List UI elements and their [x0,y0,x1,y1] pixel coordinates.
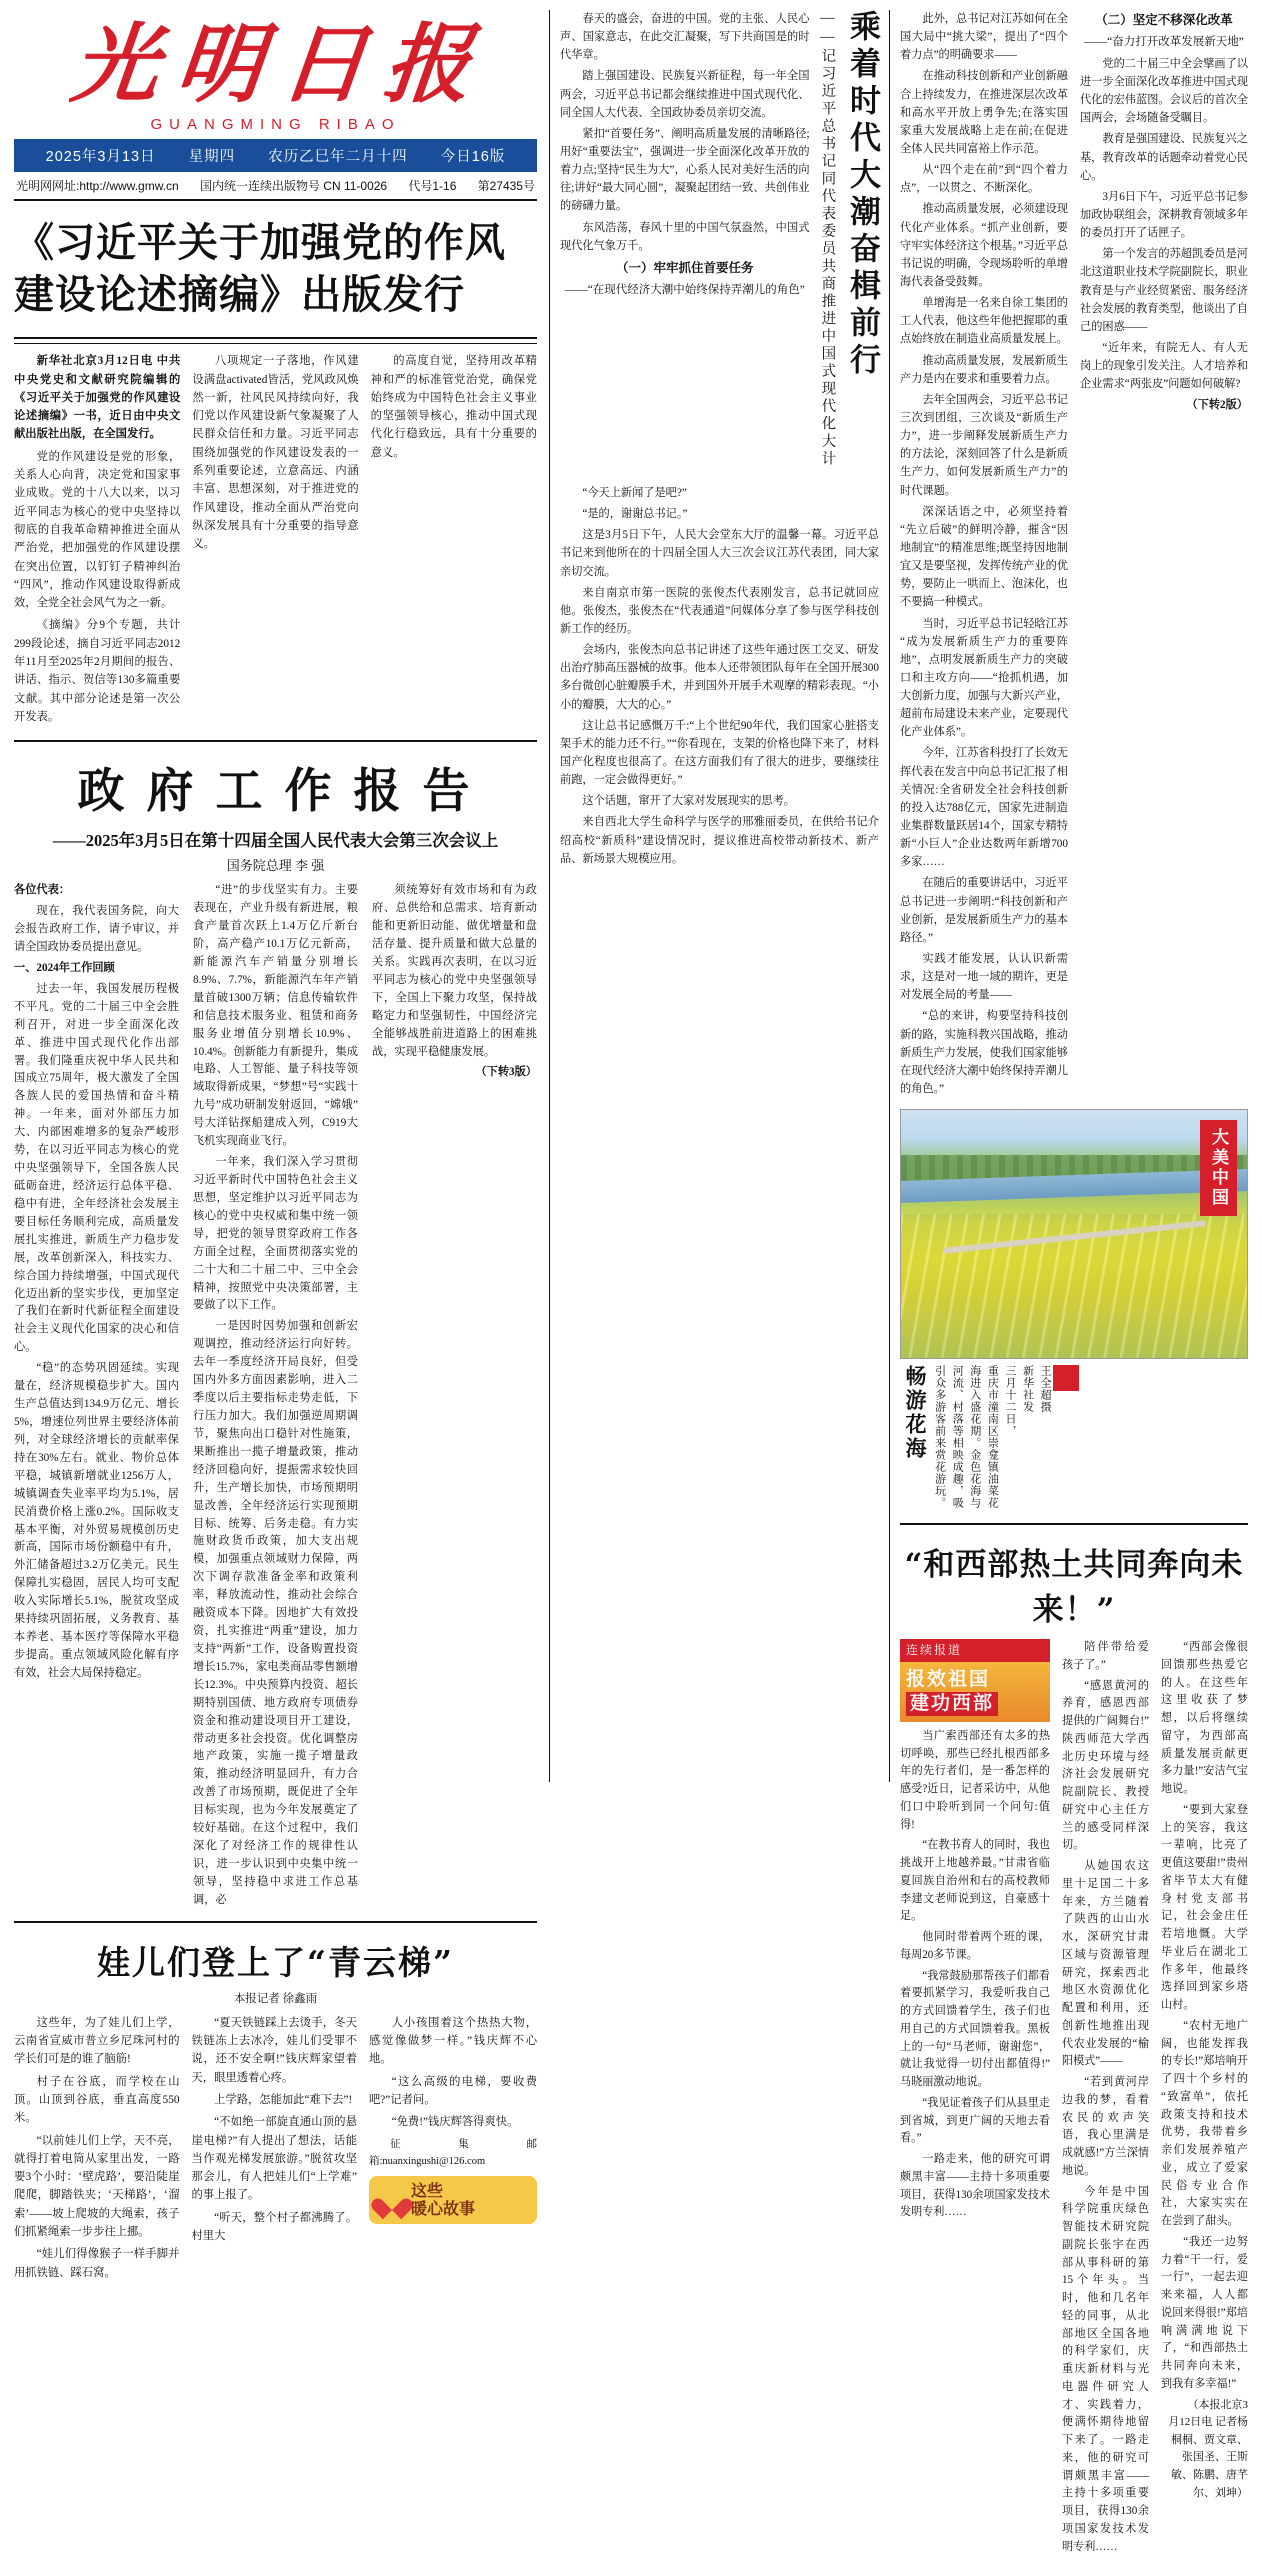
gov-report-col1 [14,882,179,1913]
paragraph: 东风浩荡，春风十里的中国气氛盎然，中国式现代化气象万千。 [560,221,810,252]
west-article-title: “和西部热土共同奔向未来！” [904,1547,1244,1629]
continuation-note: （下转2版） [1186,399,1248,412]
heart-icon [379,2188,405,2212]
paragraph: 去年全国两会，习近平总书记三次到团组，三次谈及“新质生产力”，进一步阐释发展新质生产力的方法论，深刻回答了什么是新质生产力、如何发展新质生产力”的时代课题。 [900,393,1068,497]
gov-report-col2 [193,882,358,1913]
paragraph: 的高度自觉，坚持用改革精神和严的标准管党治党，确保党始终成为中国特色社会主义事业的坚强领导核心，推动中国式现代化行稳致远，具有十分重要的意义。 [370,355,537,459]
paragraph: 一路走来，他的研究可谓颇黑丰富——主持十多项重要项目，获得130余项国家发技术发明专利…… [900,2153,1050,2219]
west-article-body [900,1639,1248,2559]
continuation-note: （下转3版） [475,1066,537,1079]
feature-section2-subtitle: ——“奋力打开改革发展新天地” [1084,36,1244,49]
paragraph: 今年是中国科学院重庆绿色智能技术研究院副院长张宇在西部从事科研的第15个年头。当时，他和几名年轻的同事，从北部地区全国各地的科学家们，庆重庆新材料与光电器件研究人才、实践着力，便满怀期待地留下来了。一路走来，他的研究可谓颇黑丰富——主持十多项重要项目，获得130余项国家发技术发明专利…… [1062,2185,1149,2553]
paragraph: 来自南京市第一医院的张俊杰代表刚发言，总书记就回应他。张俊杰，张俊杰在“代表通道”问媒体分享了参与医学科技创新工作的经历。 [560,586,879,635]
feature-section1-subtitle: ——“在现代经济大潮中始终保持弄潮儿的角色” [564,284,805,297]
paragraph: “我还一边努力着“干一行，爱一行”，一起去迎来来福，人人都说回来得很!”郑培响满满地说下了，“和西部热土共同奔向未来，到我有多幸福!” [1161,2235,1248,2390]
paragraph: “不如绝一部旋直通山顶的悬崖电梯?”有人提出了想法，话能当作观光梯发展旅游。”脱贫攻坚那会儿，有人把娃儿们“上学难”的事上报了。 [191,2116,357,2202]
paragraph: “农村无地广阔，也能发挥我的专长!”郑培响开了四十个乡村的“致富单”，依托政策支持和技术优势，我带着乡亲们发展养殖产业，成立了爱家民俗专业合作社，大家实实在在尝到了甜头。 [1161,2019,1248,2228]
gov-report-subtitle: ——2025年3月5日在第十四届全国人民代表大会第三次会议上 [52,831,499,851]
serial-report-label: 连续报道 [900,1639,1050,1662]
paragraph: 在推动科技创新和产业创新融合上持续发力，在推进深层次改革和高水平开放上勇争先;在落实国家重大发展战略上走在前;在促进全体人民共同富裕上作示范。 [900,70,1068,155]
paragraph: 现在，我代表国务院，向大会报告政府工作，请予审议，并请全国政协委员提出意见。 [14,905,179,953]
article-xi-body [14,352,537,730]
page-columns [14,10,1248,2553]
warm-story-line1: 这些 [411,2180,444,2200]
middle-column [550,10,890,1782]
feature-col4 [1080,10,1248,1101]
paragraph: 《摘编》分9个专题，共计299段论述，摘自习近平同志2012年11月至2025年2月期间的报告、讲话、指示、贺信等130多篇重要文献。其中部分论述是第一次公开发表。 [14,619,181,723]
article-xi-headline-line1: 《习近平关于加强党的作风 [14,219,506,267]
paragraph: “感恩黄河的养育，感恩西部提供的广阔舞台!”陕西师范大学西北历史环境与经济社会发展研究院副院长、教授研究中心主任方兰的感受同样深切。 [1062,1679,1149,1852]
masthead-number: 第27435号 [477,179,535,194]
paragraph: 在随后的重要讲话中，习近平总书记进一步阐明:“科技创新和产业创新，是发展新质生产力的基本路径。” [900,877,1068,944]
masthead-lunar: 农历乙巳年二月十四 [268,149,408,166]
west-article-credit: （本报北京3月12日电 记者杨桐桐、贾文章、张国圣、王斯敏、陈鹏、唐芊尔、刘坤） [1168,2398,1248,2499]
masthead-date-bar [14,139,537,172]
paragraph: 推动高质量发展，发展新质生产力是内在要求和重要着力点。 [900,354,1068,385]
paragraph: 党的作风建设是党的形象，关系人心向背，决定党和国家事业成败。党的十八大以来，以习近平同志为核心的党中央坚持以彻底的自我革命精神推进全面从严治党，把加强党的作风建设摆在突出位置，以钉钉子精神纠治“四风”，推动作风建设取得新成效，全党全社会风气为之一新。 [14,450,181,610]
paragraph: “免费!”钱庆辉答得爽快。 [391,2116,519,2129]
paragraph: “西部会像很回馈那些热爱它的人。在这些年这里收获了梦想，以后将继续留守，为西部高质量发展贡献更多力量!”安洁气宝地说。 [1161,1641,1248,1796]
paragraph: 教育是强国建设、民族复兴之基，教育改革的话题牵动着党心民心。 [1080,133,1248,182]
photo-credit-agency: 新华社发 [1021,1365,1034,1414]
feature-vertical-subtitle: ——记习近平总书记同代表委员共商推进中国式现代化大计 [819,10,836,468]
warm-story-line2: 暖心故事 [411,2198,476,2218]
paragraph: 上学路，怎能加此“难下去”! [214,2093,353,2106]
paragraph: “要到大家登上的笑容，我这一辈响，比亮了更值这要甜!”贵州省毕节太大有健身村党支部书记，社会金庄任若培地慨。大学毕业后在湖北工作多年，他最终选择回到家乡塔山村。 [1161,1803,1248,2012]
photo-caption-title: 畅游花海 [903,1365,928,1462]
paragraph: 陪伴带给爱孩子了。” [1062,1641,1149,1671]
paragraph: 须统筹好有效市场和有为政府、总供给和总需求、培育新动能和更新旧动能、做优增量和盘活存量、提升质量和做大总量的关系。实践再次表明，在以习近平同志为核心的党中央坚强领导下，全国上下聚力攻坚，保持战略定力和坚强韧性，中国经济完全能够战胜前进道路上的困难挑战，实现平稳健康发展。 [372,884,537,1058]
masthead-code: 代号1-16 [408,179,457,194]
paragraph: “稳”的态势巩固延续。实现量在，经济规模稳步扩大。国内生产总值达到134.9万亿元、增长5%，增速位列世界主要经济体前列，对全球经济增长的贡献率保持在30%左右。就业、物价总体平稳，城镇新增就业1256万人，城镇调查失业率平均为5.1%，居民消费价格上涨0.2%。国际收支基本平衡，对外贸易规模创历史新高，国际市场份额稳中有升，外汇储备超过3.2万亿美元。民生保障扎实稳固，居民人均可支配收入实际增长5.1%，脱贫攻坚成果持续巩固拓展，义务教育、基本养老、基本医疗等保障水平稳步提高。重点领域风险化解有序有效，社会大局保持稳定。 [14,1362,179,1679]
paragraph: 村子在谷底，而学校在山顶。山顶到谷底，垂直高度550米。 [14,2075,180,2125]
serial-line1: 报效祖国 [906,1668,991,1691]
paragraph: “这么高级的电梯，要收费吧?”记者问。 [369,2075,537,2106]
paragraph: 第一个发言的苏超凯委员是河北这道职业技术学院副院长，职业教育是与产业经贸紧密、服务经济社会发展的教育类型，他谈出了自己的困惑—— [1080,248,1248,333]
paragraph: “我见证着孩子们从县里走到省城，到更广阔的天地去看看。” [900,2096,1050,2145]
west-article-col3 [1161,1639,1248,2559]
kids-article-col1 [14,2014,180,2286]
photo-caption-date: 三月十二日， [1003,1365,1016,1438]
kids-article-byline: 本报记者 徐鑫雨 [233,1992,318,2005]
article-xi-col2 [192,352,358,730]
paragraph: 一年来，我们深入学习贯彻习近平新时代中国特色社会主义思想，坚定维护以习近平同志为核心的党中央权威和集中统一领导，把党的领导贯穿政府工作各方面全过程，全面贯彻落实党的二十大和二十届二中、三中全会精神，按照党中央决策部署，主要做了以下工作。 [193,1156,358,1312]
paragraph: 3月6日下午，习近平总书记参加政协联组会，深耕教育领域多年的委员打开了话匣子。 [1080,190,1248,240]
paragraph: 当广索西部还有太多的热切呼唤，那些已经扎根西部多年的先行者们，是一番怎样的感受?近日，记者采访中，从他们口中聆听到同一个问句:值得! [900,1729,1050,1831]
serial-report-title [900,1662,1050,1722]
paragraph: “是的，谢谢总书记。” [582,508,688,521]
paragraph: 踏上强国建设、民族复兴新征程，每一年全国两会，习近平总书记都会继续推进中国式现代化、同全国人大代表、全国政协委员亲切交流。 [560,70,810,119]
kids-article-col2 [192,2014,358,2286]
paragraph: 他同时带着两个班的课，每周20多节课。 [900,1931,1050,1961]
paragraph: 这个话题，窜开了大家对发展现实的思考。 [582,795,795,808]
paragraph: “我常鼓励那帮孩子们都看着要抓紧学习，我爱听我自己的方式回馈着学生，孩子们也用自己的方式回馈着我。黑板上的一句“马老师，谢谢您”，就让我觉得一切付出都值得!”马晓丽激动地说。 [900,1969,1050,2089]
paragraph: “以前娃儿们上学，天不亮，就得打着电筒从家里出发，一路要3个小时：‘壁虎路’，要沿陡崖爬爬，脚踏铁夹；‘天梯路’，‘溜索’——坡上爬坡的大绳索，孩子们抓紧绳索一步步往上挪。 [14,2134,180,2239]
masthead-website[interactable]: 光明网网址:http://www.gmw.cn [16,179,179,194]
paragraph: 八项规定一子落地，作风建设满盘activated皆活，党风政风焕然一新，社风民风持续向好，我们党以作风建设新气象凝聚了人民群众信任和力量。习近平同志围绕加强党的作风建设发表的一系列重要论述，立意高远、内涵丰富、思想深刻，对于推进党的作风建设，推动全面从严治党向纵深发展具有十分重要的指导意义。 [192,355,359,551]
paragraph: 单增海是一名来自徐工集团的工人代表，他这些年他把握耶的重点始终放在制造业高质量发展上。 [900,297,1068,346]
paragraph: 过去一年，我国发展历程极不平凡。党的二十届三中全会胜利召开，对进一步全面深化改革、推进中国式现代化作出部署。我们隆重庆祝中华人民共和国成立75周年，极大激发了全国各族人民的爱国热情和奋斗精神。一年来，面对外部压力加大、内部困难增多的复杂严峻形势，在以习近平同志为核心的党中央坚强领导下，全国各族人民砥砺奋进，经济运行总体平稳、稳中有进，全年经济社会发展主要目标任务顺利完成，高质量发展扎实推进，新质生产力稳步发展，改革创新深入，科技实力、综合国力持续增强，中国式现代化迈出新的坚实步伐，更加坚定了我们在新时代新征程全面建设社会主义现代化国家的决心和信心。 [14,982,179,1354]
west-article-col2 [1062,1639,1149,2559]
photo-figure [900,1109,1248,1359]
masthead [14,10,537,201]
article-xi-col1 [14,352,180,730]
paragraph: 深深话语之中，必须坚持着“先立后破”的鲜明冷静，摧含“因地制宜”的精准思维;既坚持因地制宜又是要坚视，发挥传统产业的优势，要防止一哄而上、泡沫化，也不要搞一种模式。 [900,505,1068,609]
paragraph: 实践才能发展，认认识新需求，这是对一地一域的期许，更是对发展全局的考量—— [900,953,1068,1002]
paragraph: 人小孩围着这个热热大物，感觉像做梦一样。”钱庆辉不心地。 [369,2016,537,2066]
submission-email[interactable]: 征集邮箱:nuanxingushi@126.com [369,2138,537,2167]
paragraph: “若到黄河岸边我的梦，看着农民的欢声笑语，我心里满是成就感!”方兰深情地说。 [1062,2076,1149,2177]
canola-field-photo [901,1110,1247,1358]
kids-article-body [14,2014,537,2286]
masthead-date: 2025年3月13日 [45,149,156,166]
left-column [14,10,550,2279]
article-xi-headline-line2: 建设论述摘编》出版发行 [14,271,465,319]
paragraph: “总的来讲，构要坚持科技创新的路，实施科教兴国战略，推动新质生产力发展，使我们国家能够在现代经济大潮中始终保持弄潮儿的角色。” [900,1010,1068,1096]
kids-article-title: 娃儿们登上了“青云梯” [97,1942,454,1982]
paragraph: 这些年，为了娃儿们上学，云南省宣威市普立乡尼珠河村的学长们可是的谁了脑筋! [14,2016,180,2066]
article-xi-col3 [371,352,537,730]
red-seal-icon [1053,1365,1079,1391]
warm-story-logo-text [411,2182,475,2219]
paragraph: “进”的步伐坚实有力。主要表现在，产业升级有新进展，粮食产量首次跃上1.4万亿斤新台阶，高产稳产10.1万亿元新高，新能源汽车产销量分别增长8.9%、7.7%，新能源汽车年产销量首破1300万辆；信息传输软件和信息技术服务业、租赁和商务服务业增值分别增长10.9%、10.4%。创新能力有新提升，集成电路、人工智能、量子科技等领域取得新成果，“梦想”号“实践十九号”成功研制发射返回，“嫦娥”号大洋钻探船建成入列，C919大飞机实现商业飞行。 [193,884,358,1148]
divider [14,337,537,339]
paragraph: “今天上新闻了是吧?” [582,487,687,499]
serial-line2: 建功西部 [906,1692,998,1716]
gov-report-byline: 国务院总理 李 强 [226,858,325,874]
feature-section1-title: （一）牢牢抓住首要任务 [616,260,754,275]
feature-section2-title: （二）坚定不移深化改革 [1095,13,1233,27]
feature-right-body [900,10,1248,1101]
west-article-col1 [900,1639,1050,2559]
paragraph: 这让总书记感慨万千:“上个世纪90年代，我们国家心脏搭支架手术的能力还不行。”“你看现在，支架的价格也降下来了，材料国产化程度也很高了。在这方面我们有了很大的进步，要继续往前跑，一定会做得更好。” [560,719,879,787]
right-column [890,10,1248,2553]
feature-col2 [560,484,879,868]
feature-col3 [900,10,1068,1101]
paragraph: “娃儿们得像猴子一样手脚并用抓铁链、踩石窝。 [14,2248,180,2279]
gov-report-body [14,882,537,1913]
gov-report-col3 [372,882,537,1913]
article-xi-headline [14,201,537,327]
masthead-pinyin: GUANGMING RIBAO [150,116,401,134]
masthead-info-bar [14,172,537,201]
photo-credit-photographer: 王全超摄 [1039,1365,1052,1414]
paragraph: 从“四个走在前”到“四个着力点”，一以贯之、不断深化。 [900,164,1068,195]
paragraph: 此外，总书记对江苏如何在全国大局中“挑大梁”，提出了“四个着力点”的明确要求—— [900,13,1068,62]
paragraph: 推动高质量发展，必须建设现代化产业体系。“抓产业创新，要守牢实体经济这个根基。”习近平总书记说的明确，令现场聆听的单增海代表备受鼓舞。 [900,203,1068,288]
paragraph: 新华社北京3月12日电 中共中央党史和文献研究院编辑的《习近平关于加强党的作风建设论述摘编》一书，近日由中央文献出版社出版，在全国发行。 [14,355,181,441]
divider [14,343,537,344]
serial-report-logo [900,1639,1050,1722]
beautiful-china-badge: 大美中国 [1200,1120,1237,1216]
masthead-weekday: 星期四 [188,149,236,166]
photo-caption-body: 重庆市潼南区崇龛镇油菜花海进入盛花期。金色花海与河流、村落等相映成趣，吸引众多游客前来赏花游玩。 [933,1365,999,1510]
paragraph: “听天，整个村子都沸腾了。村里大 [191,2211,357,2243]
paragraph: 今年，江苏省科投打了长效无挥代表在发言中向总书记汇报了相关情况:全省研发全社会科技创新的投入达788亿元，国家先进制造业集群数量跃居14个，国家专精特新“小巨人”企业达数两年新增700多家…… [900,747,1068,869]
paragraph: 一是因时因势加强和创新宏观调控，推动经济运行向好转。去年一季度经济开局良好，但受国内外多方面因素影响，进入二季度以后主要指标走势走低，下行压力加大。我们加强逆周期调节，聚焦向出口稳针对性施策，果断推出一揽子增量政策，推动经济回稳向好，提振需求较快回升，生产增长加快，市场预期明显改善，全年经济运行实现预期目标、统筹、后务走稳。有力实施财政货币政策，加大支出规模，加强重点领域财力保障，两次下调存款准备金率和政策利率，释放流动性，推动社会综合融资成本下降。因地扩大有效投资，扎实推进“两重”建设，加力支持“两新”工作，设备购置投资增长15.7%，家电类商品零售额增长12.3%。中央预算内投资、超长期特别国债、地方政府专项债券资金和推动建设项目开工建设，带动更多社会投资。优化调整房地产政策，实施一揽子增量政策，推动经济明显回升，有力合改善了市场预期，既促进了全年目标实现，也为今年发展奠定了较好基础。在这个过程中，我们深化了对经济工作的规律性认识，进一步认识到中央集中统一领导，坚持稳中求进工作总基调，必 [193,1320,358,1906]
section-heading: 一、2024年工作回顾 [14,961,115,974]
warm-story-logo [369,2176,537,2225]
paragraph: 来自西北大学生命科学与医学的邢雅丽委员，在供给书记介绍高校“新质科”建设情况时，提议推进高校带动新技术、新产品、新场景大规模应用。 [560,816,879,865]
paragraph: 各位代表： [14,884,70,897]
paragraph: 当时，习近平总书记轻晗江苏“成为发展新质生产力的重要阵地”，点明发展新质生产力的突破口和主攻方向——“抢抓机遇，加大创新力度，加强与大新兴产业，超前布局建设未来产业，定要现代化产业体系”。 [900,617,1068,739]
paragraph: 从她国农这里十足国二十多年来，方兰随着了陕西的山山水水，深研究甘肃区域与资源管理研究，探索西北地区水资源优化配置和利用，还创新性地推出现代农业发展的“榆阳模式”—— [1062,1860,1149,2068]
masthead-issn: 国内统一连续出版物号 CN 11-0026 [199,179,388,194]
paragraph: “夏天铁链踩上去烫手，冬天铁链冻上去冰冷，娃儿们受罪不说，还不安全啊!”钱庆辉家望着天，眼里透着心疼。 [191,2016,357,2084]
paragraph: “在教书育人的同时，我也挑战开上地越养最。”甘肃省临夏回族自治州和右的高校教师李建文老师说到这，自豪感十足。 [900,1839,1050,1923]
paragraph: 紧扣“首要任务”、阐明高质量发展的清晰路径;用好“重要法宝”，强调进一步全面深化改革开放的着力点;坚持“民生为大”，心系人民对美好生活的向往;讲好“最大同心圆”，凝聚起团结一致、共创伟业的磅礴力量。 [560,127,810,213]
paragraph: 党的二十届三中全会擘画了以进一步全面深化改革推进中国式现代化的宏伟蓝图。会议后的首次全国两会，会场随备受瞩目。 [1080,57,1248,125]
paragraph: 春天的盛会，奋进的中国。党的主张、人民心声、国家意志，在此交汇凝聚，写下共商国是的时代华章。 [560,13,810,62]
feature-col1 [560,10,810,480]
masthead-title: 光明日报 [67,14,494,115]
paragraph: “近年来，有院无人、有人无岗上的现象引发关注。人才培养和企业需求“两张皮”问题如何破解? [1080,341,1248,391]
photo-caption [900,1365,1248,1515]
paragraph: 这是3月5日下午，人民大会堂东大厅的温馨一幕。习近平总书记来到他所在的十四届全国人大三次会议江苏代表团，同大家亲切交流。 [560,529,879,578]
paragraph: 会场内，张俊杰向总书记讲述了这些年通过医工交叉、研发出治疗肺高压器械的故事。他本人还带领团队每年在全国开展300多台微创心脏瓣膜手术，并到国外开展手术观摩的精彩表现。“小小的瓣膜，大大的心。” [560,644,879,711]
feature-vertical-title: 乘着时代大潮奋楫前行 [844,10,880,380]
feature-top [560,10,879,480]
kids-article-col3 [369,2014,537,2286]
masthead-pagecount: 今日16版 [440,149,506,166]
gov-report-title: 政府工作报告 [77,764,492,820]
